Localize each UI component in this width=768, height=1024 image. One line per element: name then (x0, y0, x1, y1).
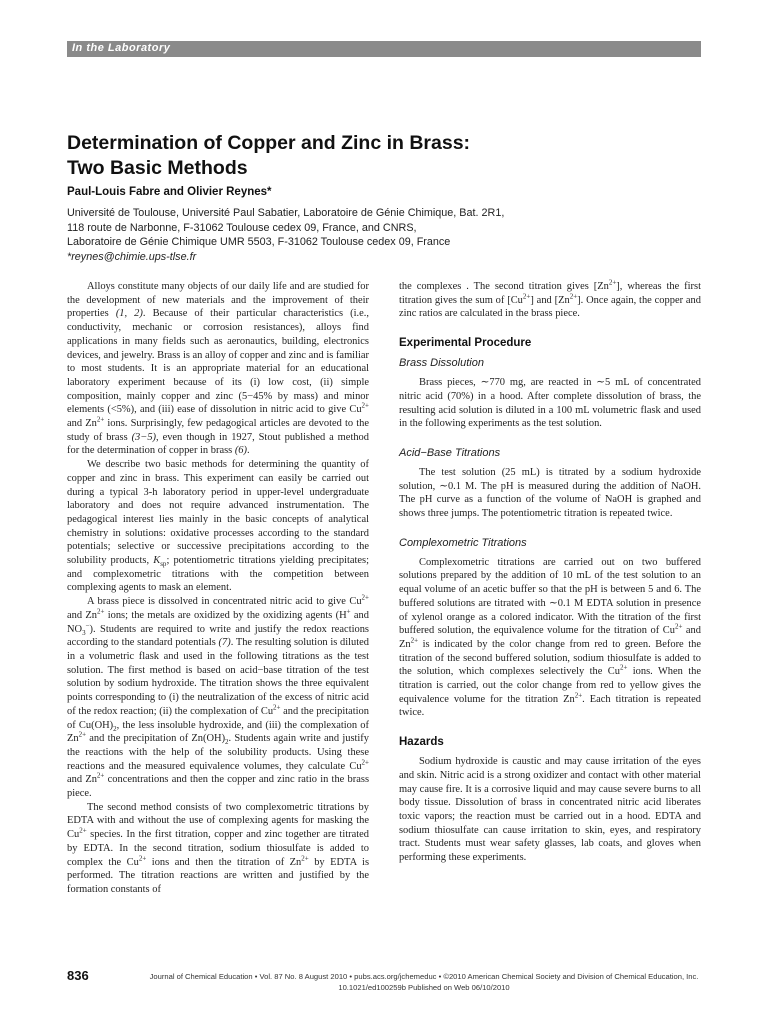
experimental-procedure-heading: Experimental Procedure (399, 337, 532, 350)
affiliation-block (67, 206, 707, 264)
section-banner-label: In the Laboratory (72, 42, 171, 54)
section-banner (67, 41, 701, 57)
footer-journal-line: Journal of Chemical Education • Vol. 87 No. 8 August 2010 • pubs.acs.org/jchemeduc • ©2010 American Chemical Society and Division of Chemical Education, Inc. (149, 972, 699, 981)
affiliation-line: Université de Toulouse, Université Paul Sabatier, Laboratoire de Génie Chimique, Bat. 2R1, (67, 207, 505, 219)
page-footer (140, 971, 708, 993)
brass-dissolution-paragraph: Brass pieces, ∼770 mg, are reacted in ∼5 mL of concentrated nitric acid (70%) in a hood. After complete dissolution of brass, the resulting acid solution is diluted in a 100 mL volumetric flask and used in the following experiments as the test solution. (399, 377, 701, 430)
author-email: *reynes@chimie.ups-tlse.fr (67, 250, 197, 263)
body-paragraph: The second method consists of two complexometric titrations by EDTA with and without the use of complexing agents for masking the $Cu^{2+}$ species. In the first titration, copper and zinc together are titrated by EDTA. In the second titration, sodium thiosulfate is added to complex the $Cu^{2+}$ ions and then the titration of $Zn^{2+}$ by EDTA is performed. The titration reactions are written and justified by the formation constants of (67, 801, 369, 895)
hazards-paragraph: Sodium hydroxide is caustic and may cause irritation of the eyes and skin. Nitric acid is a strong oxidizer and contact with other material may cause fire. It is a corrosive liquid and may cause severe burns to all body tissue. Dissolution of brass in concentrated nitric acid liberates toxic vapors; the reaction must be carried out in a hood. EDTA and sodium thiosulfate can cause irritation to skin, eyes, and respiratory tract. Students must wear safety glasses, lab coats, and gloves when performing these experiments. (399, 756, 701, 864)
affiliation-line: Laboratoire de Génie Chimique UMR 5503, F-31062 Toulouse cedex 09, France (67, 236, 451, 248)
acid-base-paragraph: The test solution (25 mL) is titrated by a sodium hydroxide solution, ∼0.1 M. The pH is measured during the addition of NaOH. The pH curve as a function of the volume of NaOH is graphed and shows three jumps. The potentiometric titration is repeated twice. (399, 466, 701, 520)
complexometric-heading: Complexometric Titrations (399, 536, 527, 549)
body-paragraph: A brass piece is dissolved in concentrated nitric acid to give $Cu^{2+}$ and $Zn^{2+}$ ions; the metals are oxidized by the oxidizing agents (H+ and $NO_3^-$). Students are required to write and justify the redox reactions according to the standard potentials (7). The resulting solution is diluted in a volumetric flask and used in the following titrations as the test solution. The first method is based on acid−base titration of the test solution by sodium hydroxide. The titration shows the three equivalent points corresponding to (i) the neutralization of the excess of nitric acid of the redox reaction; (ii) the complexation of $Cu^{2+}$ and the precipitation of $Cu(OH)_2$, the less insoluble hydroxide, and (iii) the complexation of $Zn^{2+}$ and the precipitation of $Zn(OH)_2$. Students again write and justify the reactions with the help of the solubility products. Using these reactions and the measured equivalence volumes, they calculate $Cu^{2+}$ and $Zn^{2+}$ concentrations and then the copper and zinc ratio in the brass piece. (67, 593, 370, 800)
body-paragraph: the complexes . The second titration gives $[Zn^{2+}]$, whereas the first titration gives the sum of $[Cu^{2+}]$ and $[Zn^{2+}]$. Once again, the copper and zinc ratios are calculated in the brass piece. (399, 278, 701, 320)
brass-dissolution-heading: Brass Dissolution (399, 357, 484, 370)
footer-doi-line: 10.1021/ed100259b Published on Web 06/10/2010 (338, 983, 510, 992)
hazards-heading: Hazards (399, 736, 444, 749)
page-number: 836 (67, 968, 89, 983)
right-column (399, 280, 701, 865)
body-paragraph: Alloys constitute many objects of our daily life and are studied for the development of new materials and the improvement of their properties (1, 2). Because of their particular characteristics (i.e., conductivity, mechanic or corrosion resistances), alloys find applications in many fields such as aeronautics, building, electronics devices, and jewelry. Brass is an alloy of copper and zinc and is familiar to most students. It is an appropriate material for an educational laboratory experiment because of its (i) low cost, (ii) simple composition, mainly copper and zinc (5−45% by mass) and minor elements (<5%), and (iii) ease of dissolution in nitric acid to give $Cu^{2+}$ and $Zn^{2+}$ ions. Surprisingly, few pedagogical articles are devoted to the study of brass (3−5), even though in 1927, Stout published a method for the determination of copper in brass (6). (67, 281, 370, 457)
acid-base-heading: Acid−Base Titrations (399, 446, 501, 459)
body-paragraph: We describe two basic methods for determining the quantity of copper and zinc in brass. This experiment can easily be carried out during a typical 3-h laboratory period in upper-level undergraduate laboratory and does not require advanced instrumentation. The pedagogical interest lies mainly in the basic concepts of analytical chemistry in solutions: oxidative processes according to the standard potentials; selective or successive precipitations according to the solubility products, $K_{sp}$; potentiometric titrations yielding precipitates; and complexometric titrations with the competition between complexing agents to mask an element. (67, 459, 369, 594)
complexometric-paragraph: Complexometric titrations are carried out on two buffered solutions prepared by the addition of 10 mL of the test solution to an equal volume of an acetic buffer so that the pH is between 5 and 6. The buffered solutions are titrated with ∼0.1 M EDTA solution in presence of xylenol orange as a colored indicator. With the titration of the first buffered solution, the equivalence volume for the titration of $Cu^{2+}$ and $Zn^{2+}$ is indicated by the color change from red to green. Before the titration of the second buffered solution, sodium thiosulfate is added to the solution, which complexes selectively the $Cu^{2+}$ ions. When the titration is carried, out the color change from red to yellow gives the equivalence volume for the titration $Zn^{2+}$. Each titration is repeated twice. (399, 556, 701, 719)
left-column (67, 280, 369, 897)
article-authors: Paul-Louis Fabre and Olivier Reynes* (67, 186, 272, 198)
affiliation-line: 118 route de Narbonne, F-31062 Toulouse cedex 09, France, and CNRS, (67, 221, 417, 234)
article-title: Determination of Copper and Zinc in Brass: Two Basic Methods (67, 132, 471, 179)
